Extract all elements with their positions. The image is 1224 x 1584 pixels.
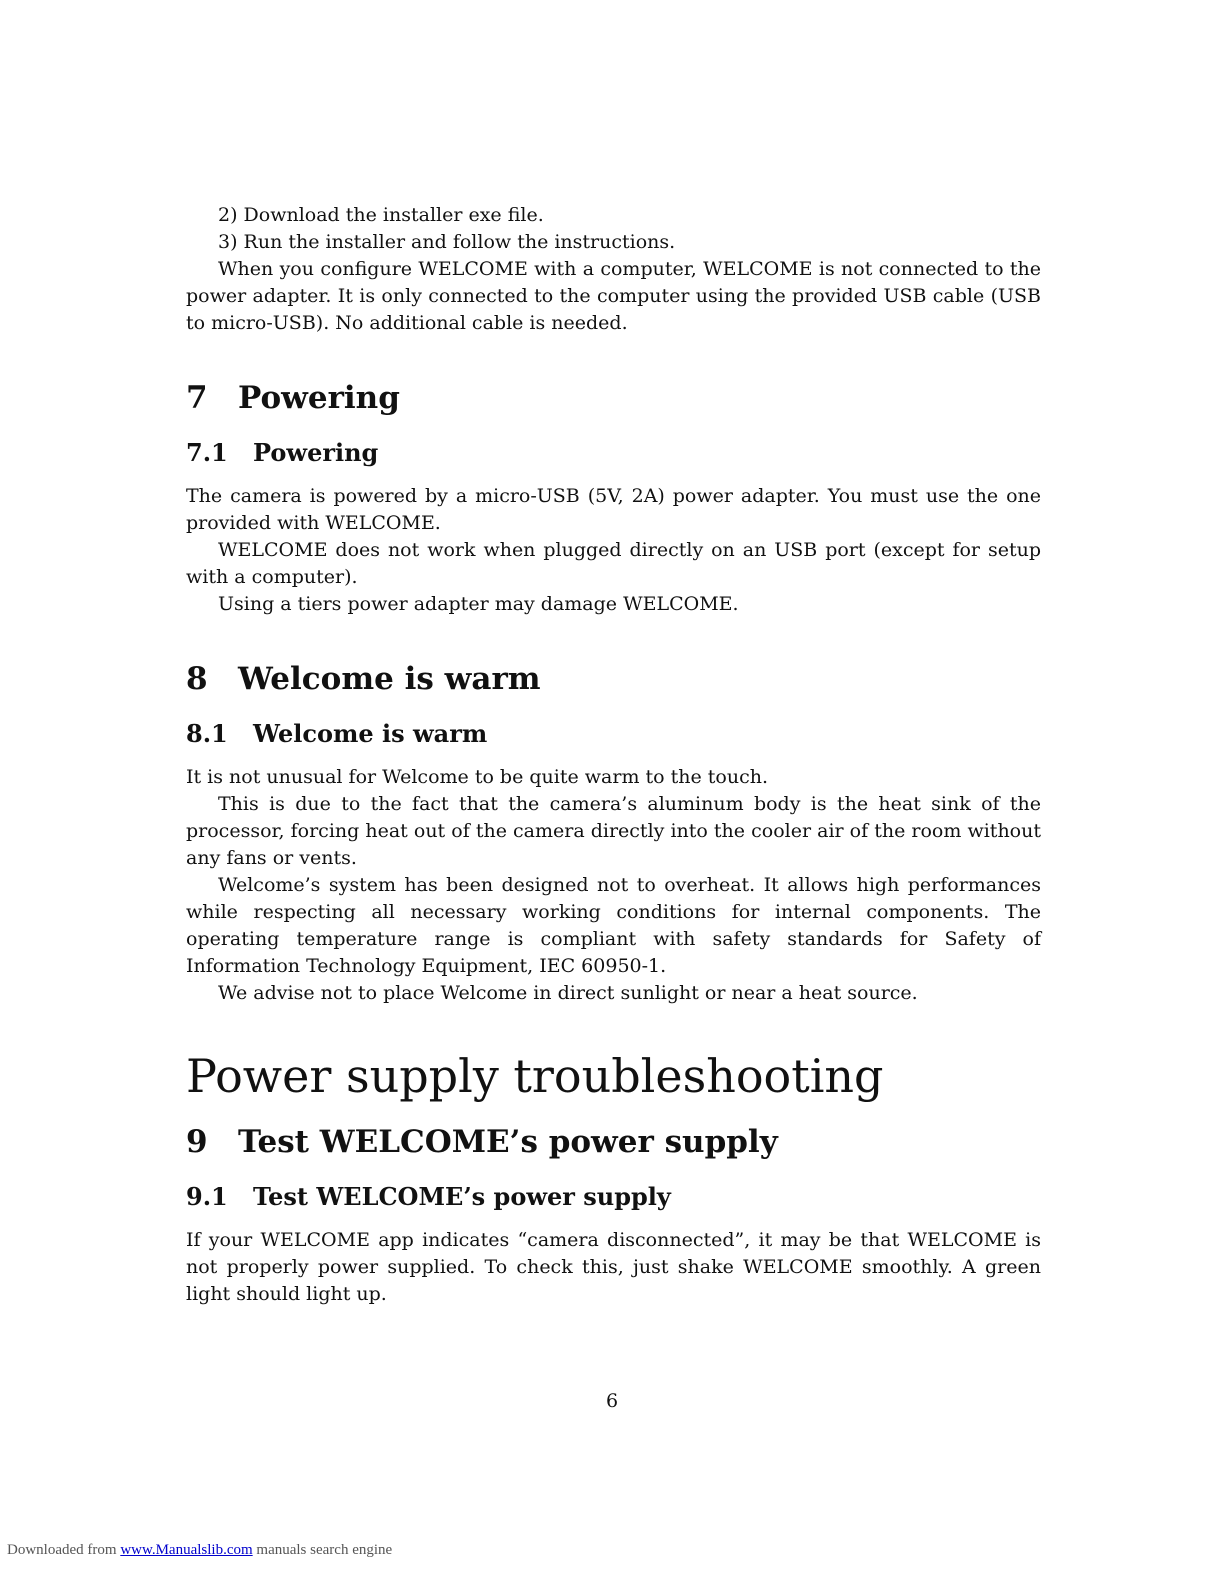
- section-number: 8: [186, 661, 208, 697]
- page-number: 6: [605, 1390, 619, 1412]
- section-heading-9: [186, 1123, 1041, 1161]
- manualslib-link[interactable]: www.Manualslib.com: [120, 1542, 253, 1558]
- footer-prefix: Downloaded from: [7, 1542, 117, 1558]
- paragraph: Welcome’s system has been designed not to overheat. It allows high performances while respecting all necessary working conditions for internal components. The operating temperature range is compliant with safety standards for Safety of Information Technology Equipment, IEC 60950-1.: [186, 874, 1041, 977]
- section-title: Test WELCOME’s power supply: [238, 1124, 778, 1160]
- step-download: 2) Download the installer exe file.: [218, 204, 544, 226]
- section-heading-7: [186, 379, 1041, 417]
- paragraph: This is due to the fact that the camera’s aluminum body is the heat sink of the processor, forcing heat out of the camera directly into the cooler air of the room without any fans or vents.: [186, 793, 1041, 869]
- section-heading-8: [186, 660, 1041, 698]
- subsection-number: 7.1: [186, 438, 228, 467]
- paragraph: The camera is powered by a micro-USB (5V, 2A) power adapter. You must use the one provided with WELCOME.: [186, 485, 1041, 534]
- subsection-heading-7-1: [186, 437, 1041, 469]
- paragraph: WELCOME does not work when plugged directly on an USB port (except for setup with a computer).: [186, 539, 1041, 588]
- paragraph: Using a tiers power adapter may damage WELCOME.: [218, 593, 739, 615]
- step-run-installer: 3) Run the installer and follow the instructions.: [218, 231, 676, 253]
- paragraph: When you configure WELCOME with a computer, WELCOME is not connected to the power adapter. It is only connected to the computer using the provided USB cable (USB to micro-USB). No additional cable is needed.: [186, 258, 1041, 334]
- subsection-heading-9-1: [186, 1181, 1041, 1213]
- subsection-title: Powering: [253, 438, 379, 467]
- subsection-number: 8.1: [186, 719, 228, 748]
- subsection-title: Test WELCOME’s power supply: [253, 1182, 671, 1211]
- part-title: Power supply troubleshooting: [186, 1049, 884, 1103]
- section-number: 7: [186, 380, 208, 416]
- subsection-heading-8-1: [186, 718, 1041, 750]
- paragraph: If your WELCOME app indicates “camera disconnected”, it may be that WELCOME is not properly power supplied. To check this, just shake WELCOME smoothly. A green light should light up.: [186, 1229, 1041, 1305]
- section-title: Powering: [238, 380, 400, 416]
- footer-suffix: manuals search engine: [256, 1542, 393, 1558]
- page-body: [186, 202, 1041, 1308]
- paragraph: We advise not to place Welcome in direct sunlight or near a heat source.: [218, 982, 918, 1004]
- subsection-number: 9.1: [186, 1182, 228, 1211]
- subsection-title: Welcome is warm: [253, 719, 488, 748]
- section-title: Welcome is warm: [238, 661, 541, 697]
- download-footer: [7, 1542, 392, 1559]
- section-number: 9: [186, 1124, 208, 1160]
- paragraph: It is not unusual for Welcome to be quite warm to the touch.: [186, 766, 768, 788]
